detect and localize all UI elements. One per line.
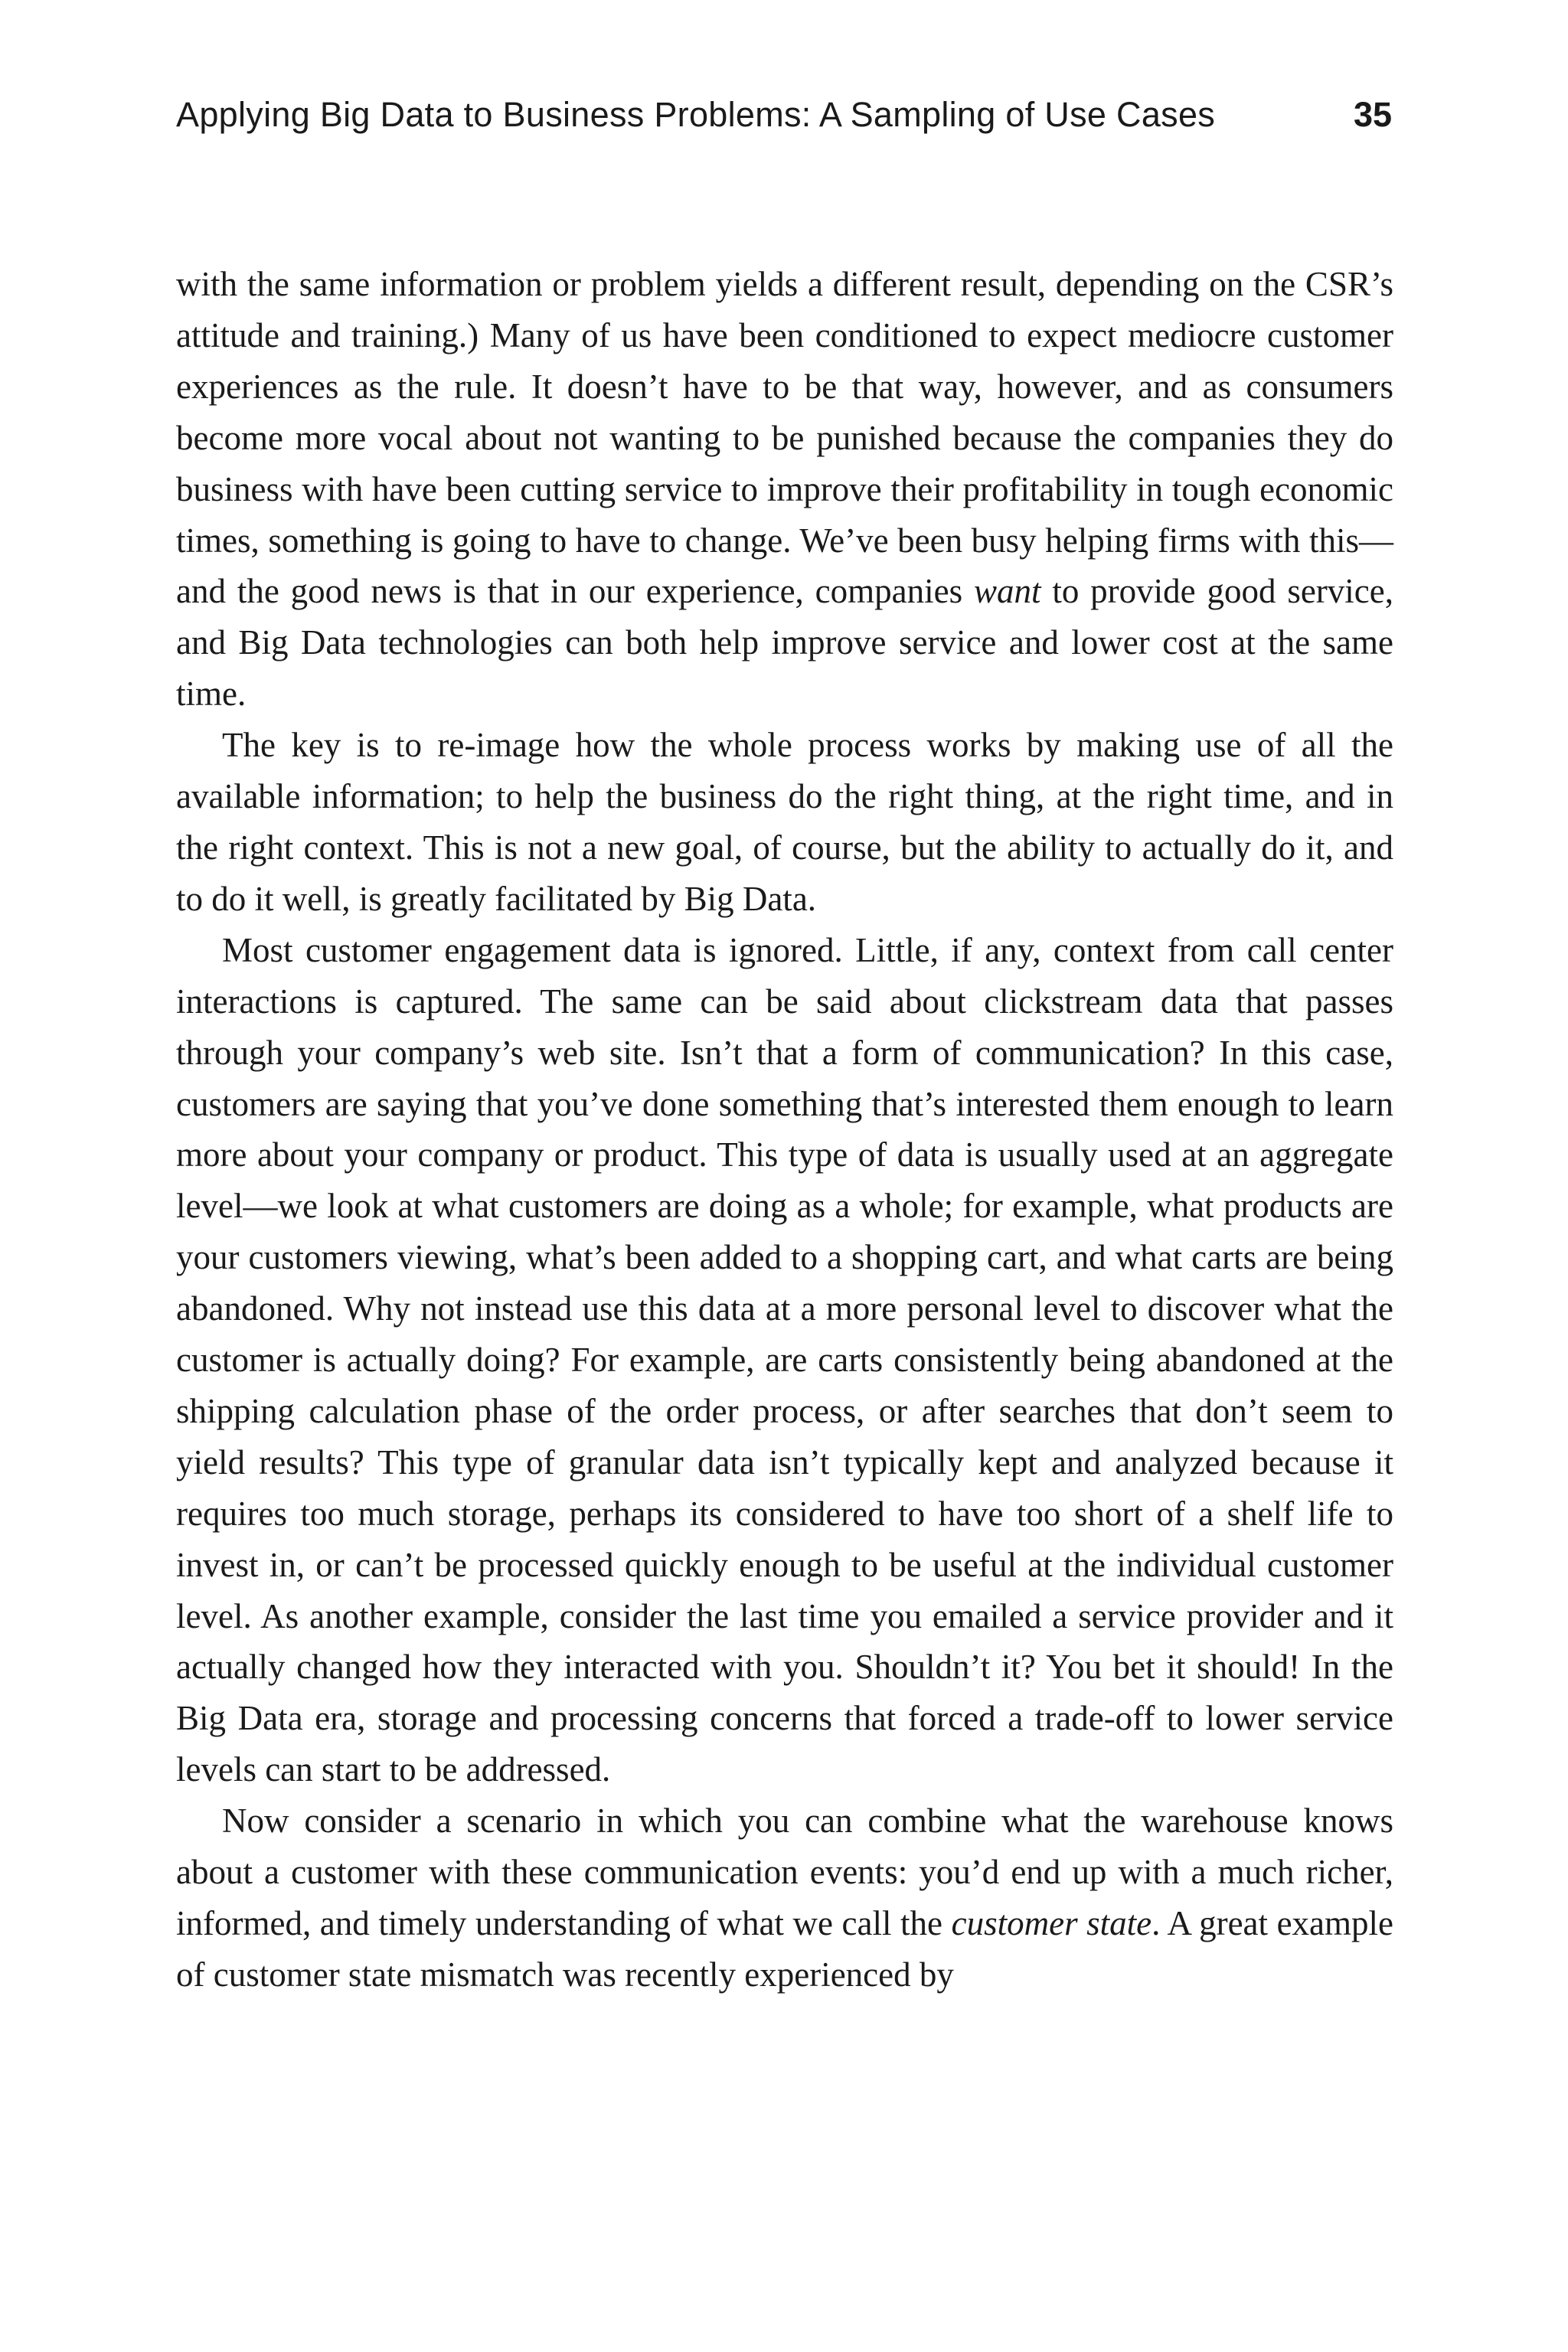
paragraph-4-emphasis: customer state	[951, 1904, 1152, 1942]
paragraph-2: The key is to re-image how the whole process works by making use of all the available information; to help the business do the right thing, at the right time, and in the right context. This is not a new goal, of course, but the ability to actually do it, and to do it well, is greatly facilitated by Big Data.	[176, 726, 1393, 918]
chapter-title: Applying Big Data to Business Problems: A Sampling of Use Cases	[176, 95, 1216, 134]
paragraph-3: Most customer engagement data is ignored. Little, if any, context from call center interactions is captured. The same can be said about clickstream data that passes through your company’s web site. Isn’t that a form of communication? In this case, customers are saying that you’ve done something that’s interested them enough to learn more about your company or product. This type of data is usually used at an aggregate level—we look at what customers are doing as a whole; for example, what products are your customers viewing, what’s been added to a shopping cart, and what carts are being abandoned. Why not instead use this data at a more personal level to discover what the customer is actually doing? For example, are carts consistently being abandoned at the shipping calculation phase of the order process, or after searches that don’t seem to yield results? This type of granular data isn’t typically kept and analyzed because it requires too much storage, perhaps its considered to have too short of a shelf life to invest in, or can’t be processed quickly enough to be useful at the individual customer level. As another example, consider the last time you emailed a service provider and it actually changed how they interacted with you. Shouldn’t it? You bet it should! In the Big Data era, storage and processing concerns that forced a trade-off to lower service levels can start to be addressed.	[176, 930, 1393, 1789]
paragraph-1	[176, 259, 1393, 720]
page-number: 35	[1353, 95, 1392, 134]
paragraph-4-text-a: Now consider a scenario in which you can combine what the warehouse knows about a customer with these communication events: you’d end up with a much richer, informed, and timely understanding of what we call the	[176, 1802, 1393, 1942]
paragraph-4-text-b: . A great example of customer state mismatch was recently experienced by	[176, 1904, 1394, 1994]
body-text	[176, 259, 1393, 2001]
paragraph-1-text-b: to provide good service, and Big Data technologies can both help improve service and lower cost at the same time.	[176, 572, 1393, 714]
running-header	[176, 95, 1392, 149]
paragraph-1-emphasis: want	[973, 572, 1041, 611]
paragraph-4	[176, 1795, 1393, 2001]
paragraph-1-text-a: with the same information or problem yields a different result, depending on the CSR’s attitude and training.) Many of us have been conditioned to expect mediocre customer experiences as the rule. It doesn’t have to be that way, however, and as consumers become more vocal about not wanting to be punished because the companies they do business with have been cutting service to improve their profitability in tough economic times, something is going to have to change. We’ve been busy helping firms with this—and the good news is that in our experience, companies	[176, 265, 1393, 611]
